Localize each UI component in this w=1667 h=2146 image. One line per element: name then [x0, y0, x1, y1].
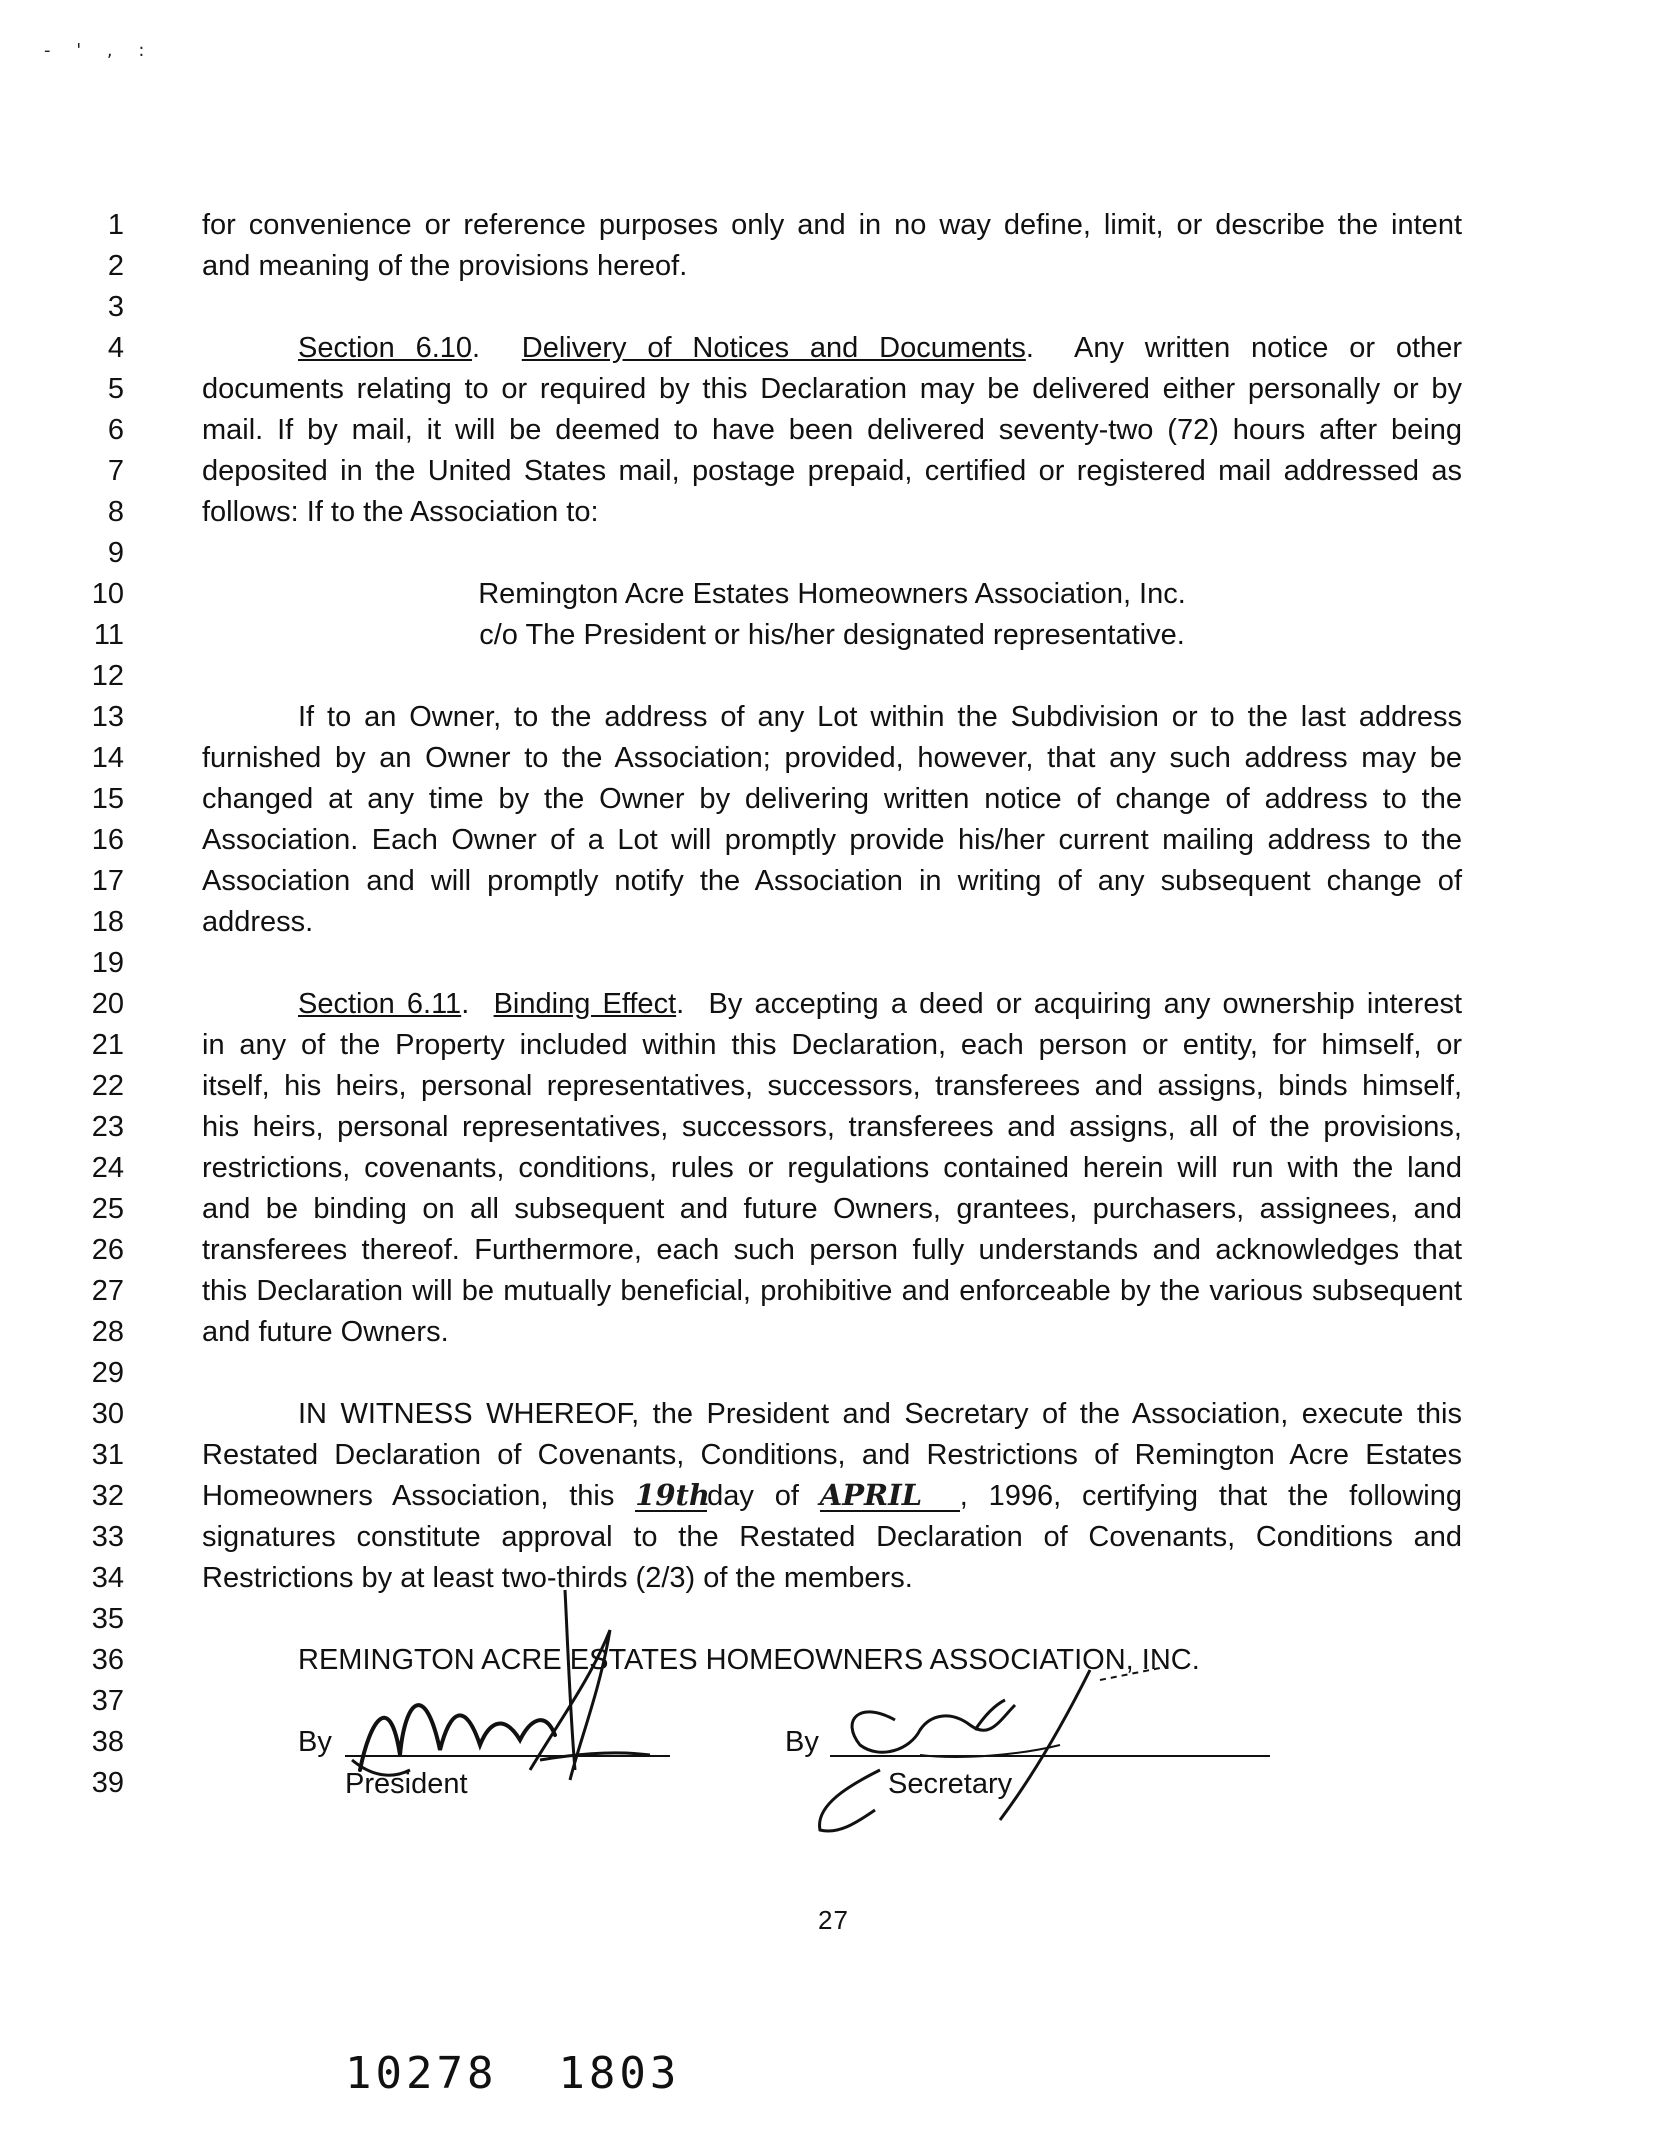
address-line: Remington Acre Estates Homeowners Association, Inc. [478, 578, 1186, 610]
line-number: 26 [91, 1234, 124, 1266]
text-span: Homeowners Association, this [202, 1480, 615, 1512]
line-number: 18 [91, 906, 124, 938]
text-line: deposited in the United States mail, postage prepaid, certified or registered mail addressed as [202, 455, 1462, 487]
line-number: 5 [107, 373, 124, 405]
line-number: 34 [91, 1562, 124, 1594]
text-line [202, 1397, 1462, 1431]
text-span: , 1996, certifying that the following [959, 1480, 1463, 1512]
line-number: 9 [107, 537, 124, 569]
text-line: furnished by an Owner to the Association; provided, however, that any such address may be [202, 742, 1462, 774]
text-line: and be binding on all subsequent and future Owners, grantees, purchasers, assignees, and [202, 1193, 1462, 1225]
text-span: day of [707, 1480, 799, 1512]
line-number: 6 [107, 414, 124, 446]
line-number: 3 [107, 291, 124, 323]
secretary-by-label: By [785, 1726, 819, 1758]
line-number: 8 [107, 496, 124, 528]
text-line: documents relating to or required by this Declaration may be delivered either personally or by [202, 373, 1462, 405]
witness-date-line [202, 1479, 1462, 1513]
section-text: Any written notice or other [1073, 332, 1463, 364]
text-line: in any of the Property included within this Declaration, each person or entity, for himself, or [202, 1029, 1462, 1061]
line-number: 14 [91, 742, 124, 774]
line-number: 2 [107, 250, 124, 282]
text-line: Restrictions by at least two-thirds (2/3) of the members. [202, 1562, 913, 1594]
line-number: 11 [93, 619, 124, 651]
secretary-signature [800, 1660, 1180, 1840]
text-line: itself, his heirs, personal representatives, successors, transferees and assigns, binds himself, [202, 1070, 1462, 1102]
line-number: 21 [91, 1029, 124, 1061]
month-blank [819, 1478, 960, 1512]
line-number: 16 [91, 824, 124, 856]
section-number: Section 6.11 [298, 988, 462, 1020]
section-6-11-heading-line: Section 6.11. Binding Effect. By accepting a deed or acquiring any ownership interest [298, 988, 1463, 1020]
text-line: address. [202, 906, 314, 938]
section-title: Binding Effect [493, 988, 677, 1020]
text-line: signatures constitute approval to the Restated Declaration of Covenants, Conditions and [202, 1521, 1462, 1553]
text-line: his heirs, personal representatives, successors, transferees and assigns, all of the provisions, [202, 1111, 1462, 1143]
text-line: follows: If to the Association to: [202, 496, 599, 528]
line-number: 13 [91, 701, 124, 733]
section-text: By accepting a deed or acquiring any ownership interest [708, 988, 1463, 1020]
line-number: 1 [107, 209, 124, 241]
secretary-label: Secretary [888, 1768, 1013, 1800]
section-number: Section 6.10 [298, 332, 473, 364]
line-number: 7 [107, 455, 124, 487]
handwritten-month: APRIL [819, 1478, 923, 1512]
line-number: 24 [91, 1152, 124, 1184]
corner-marks: - ' , : [44, 40, 155, 61]
line-number: 20 [91, 988, 124, 1020]
president-signature [330, 1570, 660, 1800]
line-number: 33 [91, 1521, 124, 1553]
line-number: 32 [91, 1480, 124, 1512]
handwritten-day: 19th [635, 1478, 711, 1512]
text-line: Association. Each Owner of a Lot will promptly provide his/her current mailing address to the [202, 824, 1462, 856]
text-line: transferees thereof. Furthermore, each such person fully understands and acknowledges that [202, 1234, 1462, 1266]
line-number: 38 [91, 1726, 124, 1758]
text-span: IN WITNESS WHEREOF, the President and Secretary of the Association, execute this [298, 1398, 1462, 1430]
line-number: 4 [107, 332, 124, 364]
president-by-label: By [298, 1726, 332, 1758]
text-line: mail. If by mail, it will be deemed to have been delivered seventy-two (72) hours after being [202, 414, 1462, 446]
line-number: 17 [91, 865, 124, 897]
day-blank [635, 1478, 711, 1512]
text-line [202, 700, 1462, 734]
president-label: President [345, 1768, 468, 1800]
section-6-10-heading-line: Section 6.10. Delivery of Notices and Documents. Any written notice or other [298, 332, 1463, 364]
line-number: 28 [91, 1316, 124, 1348]
line-number: 29 [91, 1357, 124, 1389]
text-line: Restated Declaration of Covenants, Conditions, and Restrictions of Remington Acre Estates [202, 1439, 1462, 1471]
line-number: 22 [91, 1070, 124, 1102]
text-span: If to an Owner, to the address of any Lot within the Subdivision or to the last address [298, 701, 1462, 733]
text-line: for convenience or reference purposes only and in no way define, limit, or describe the intent [202, 209, 1462, 241]
text-line: and future Owners. [202, 1316, 449, 1348]
address-line: c/o The President or his/her designated representative. [479, 619, 1185, 651]
line-number: 10 [91, 578, 124, 610]
text-line: changed at any time by the Owner by delivering written notice of change of address to the [202, 783, 1462, 815]
text-line: Association and will promptly notify the Association in writing of any subsequent change of [202, 865, 1462, 897]
line-number: 25 [91, 1193, 124, 1225]
line-number: 27 [91, 1275, 124, 1307]
page-number: 27 [818, 1905, 849, 1935]
line-number: 15 [91, 783, 124, 815]
line-number: 31 [91, 1439, 124, 1471]
association-name: REMINGTON ACRE ESTATES HOMEOWNERS ASSOCIATION, INC. [298, 1644, 1200, 1676]
section-title: Delivery of Notices and Documents [521, 332, 1026, 364]
line-number: 39 [91, 1767, 124, 1799]
line-number: 30 [91, 1398, 124, 1430]
line-number: 12 [91, 660, 124, 692]
line-number: 19 [91, 947, 124, 979]
line-number: 36 [91, 1644, 124, 1676]
line-number: 35 [91, 1603, 124, 1635]
text-line: this Declaration will be mutually beneficial, prohibitive and enforceable by the various subsequent [202, 1275, 1462, 1307]
book-page-reference: 10278 1803 [345, 2048, 681, 2099]
text-line: restrictions, covenants, conditions, rules or regulations contained herein will run with the land [202, 1152, 1462, 1184]
line-number: 23 [91, 1111, 124, 1143]
line-number: 37 [91, 1685, 124, 1717]
text-line: and meaning of the provisions hereof. [202, 250, 688, 282]
